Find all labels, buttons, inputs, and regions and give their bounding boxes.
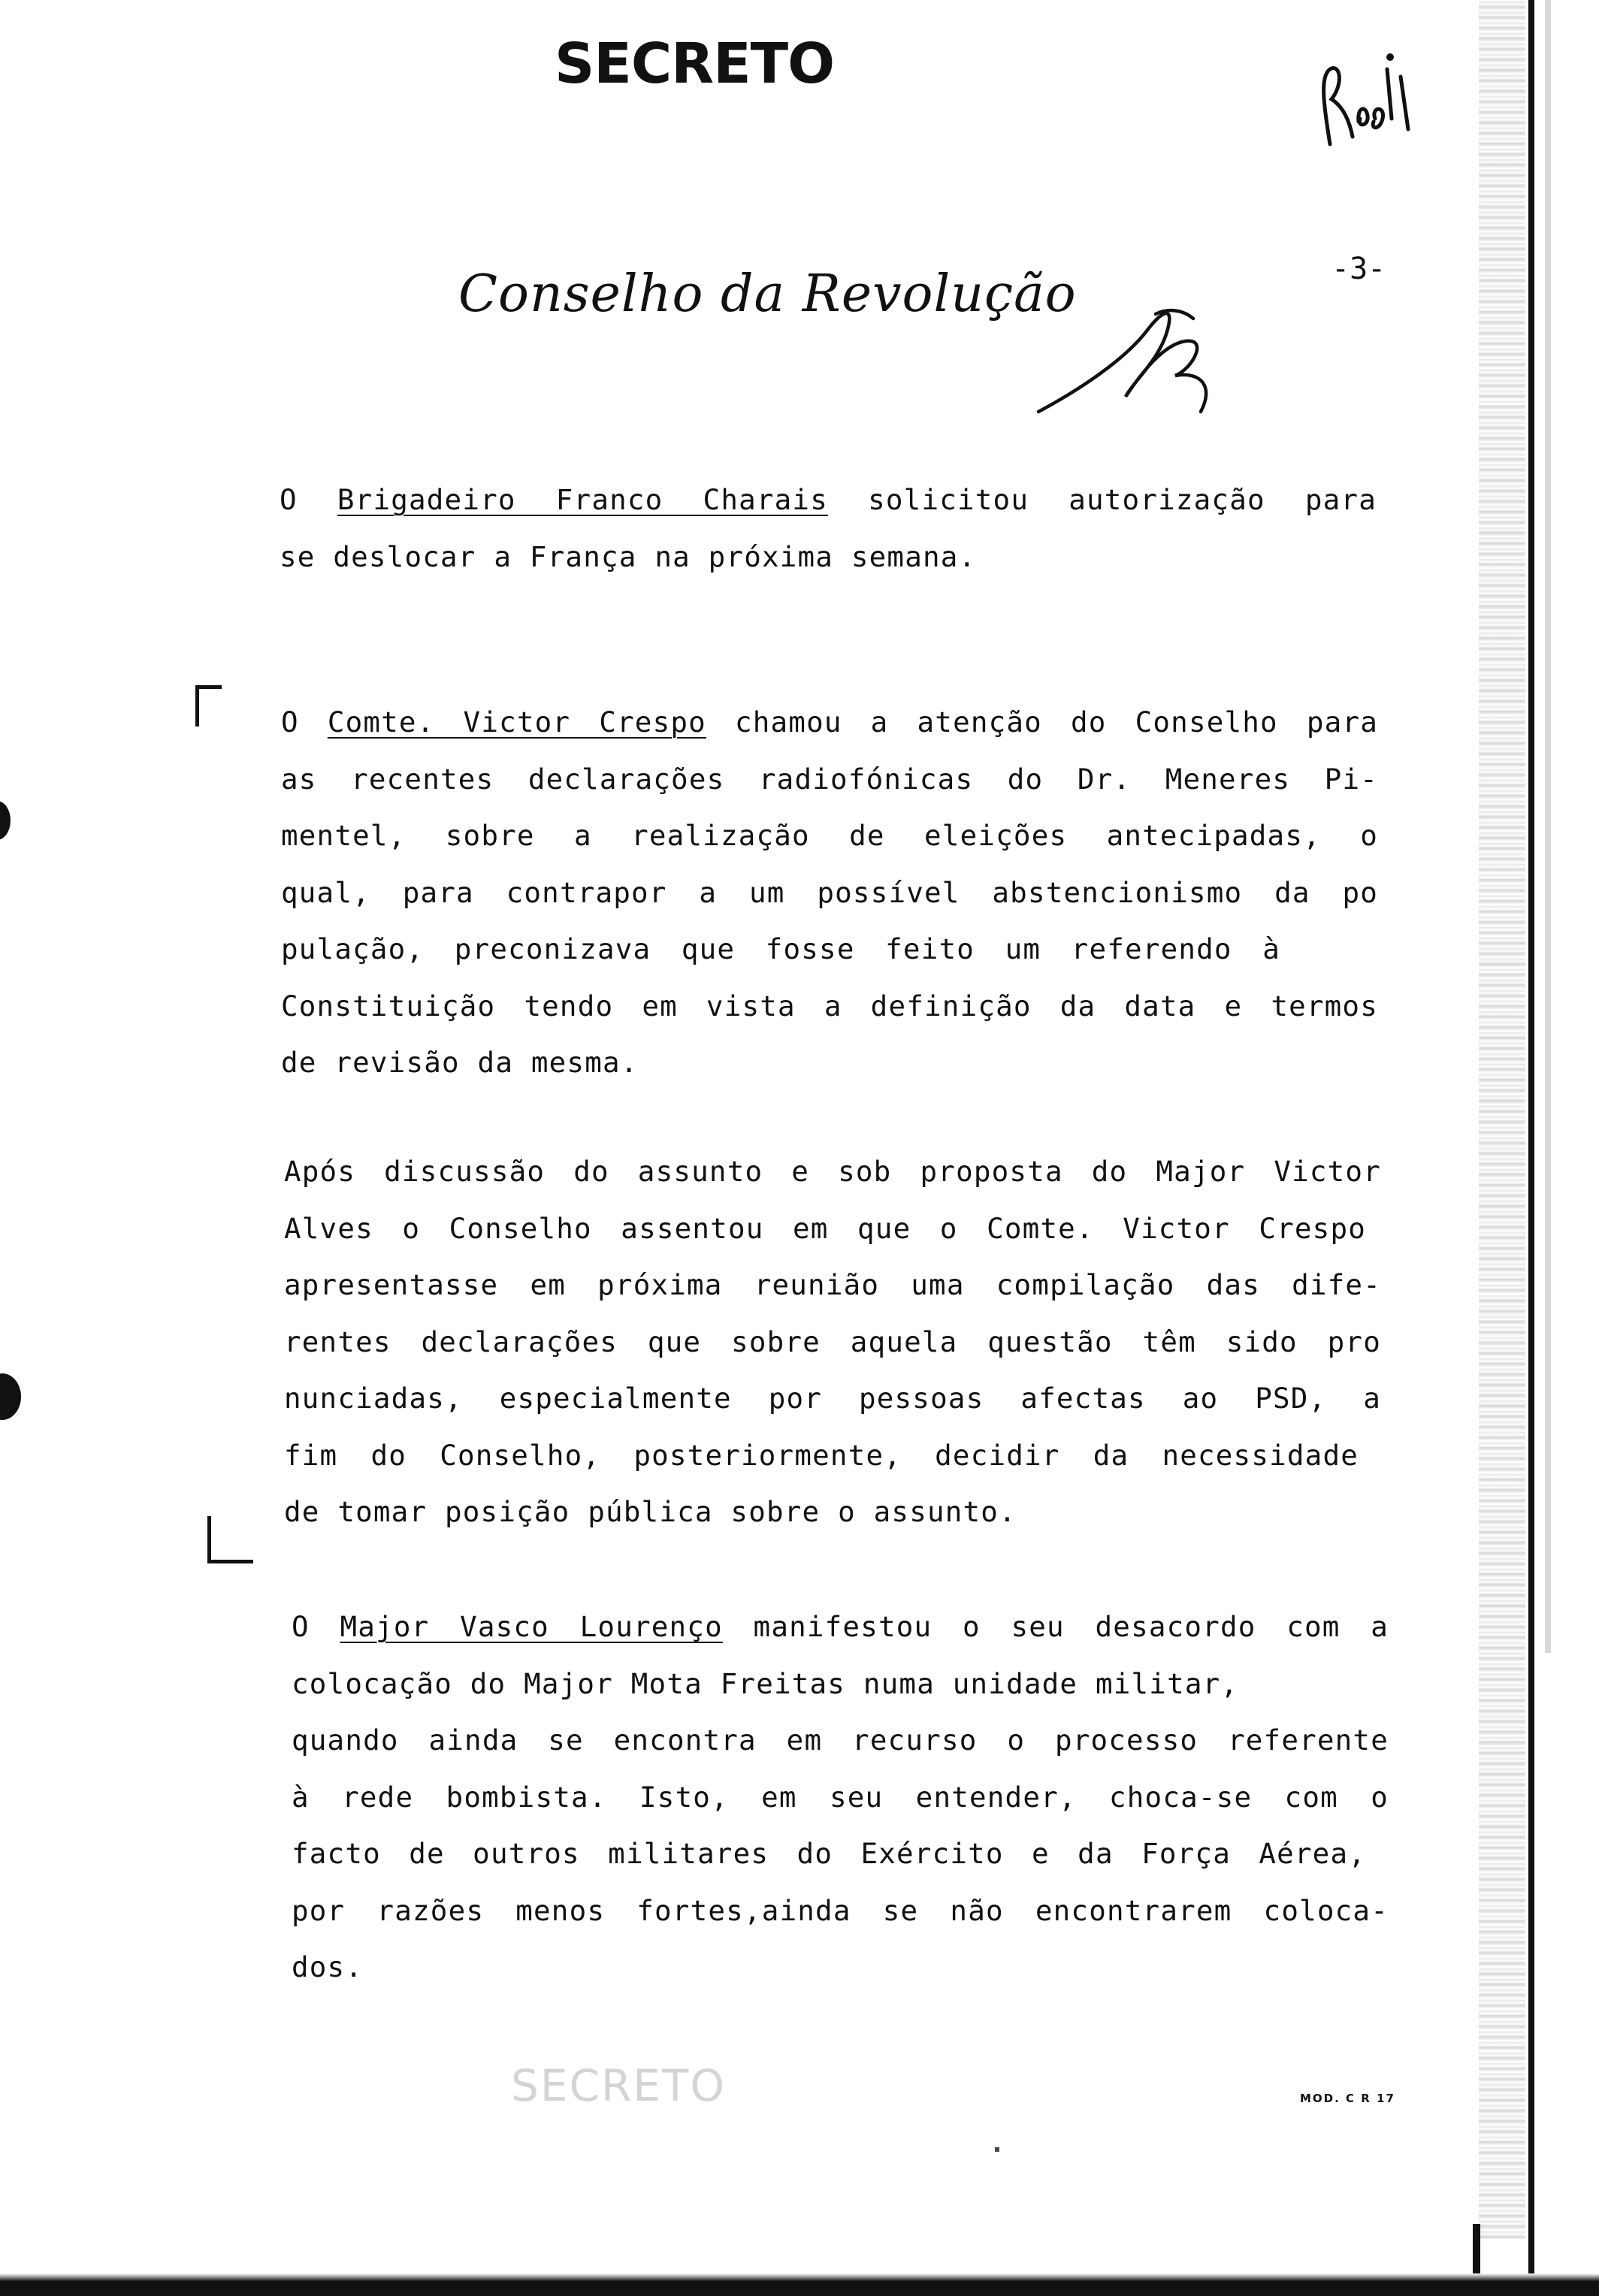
text-line: O Major Vasco Lourenço manifestou o seu desacordo com a xyxy=(292,1610,1389,1643)
text-line: por razões menos fortes,ainda se não encontrarem coloca- xyxy=(292,1893,1389,1927)
text-line: as recentes declarações radiofónicas do Dr. Meneres Pi- xyxy=(281,762,1378,796)
text-line: de revisão da mesma. xyxy=(281,1046,639,1079)
handwritten-note-drawing xyxy=(1313,47,1419,159)
underlined-name: Brigadeiro Franco Charais xyxy=(337,483,828,516)
paragraph-victor-crespo xyxy=(281,694,1378,1092)
margin-bracket-close xyxy=(207,1516,253,1563)
text-line: facto de outros militares do Exército e da Força Aérea, xyxy=(292,1837,1366,1870)
text-line: nunciadas, especialmente por pessoas afectas ao PSD, a xyxy=(284,1382,1381,1415)
text-line: O Brigadeiro Franco Charais solicitou autorização para xyxy=(280,483,1377,516)
text-line: qual, para contrapor a um possível abstencionismo da po xyxy=(281,875,1378,909)
margin-bracket-open xyxy=(195,685,222,727)
binder-hole-mark xyxy=(0,1373,21,1420)
underlined-name: Major Vasco Lourenço xyxy=(340,1610,723,1643)
paragraph-vasco-lourenco xyxy=(292,1599,1389,1996)
scan-bottom-edge xyxy=(0,2273,1599,2296)
text-line: Constituição tendo em vista a definição da data e termos xyxy=(281,989,1378,1023)
text-line: apresentasse em próxima reunião uma compilação das dife- xyxy=(284,1268,1381,1301)
text-line: pulação, preconizava que fosse feito um referendo à xyxy=(281,932,1280,965)
letterhead-title: Conselho da Revolução xyxy=(458,264,1077,324)
scan-edge-shadow xyxy=(1545,0,1551,1653)
scan-edge-noise xyxy=(1479,0,1525,2239)
text-line: à rede bombista. Isto, em seu entender, choca-se com o xyxy=(292,1780,1389,1814)
text-line: Após discussão do assunto e sob proposta do Major Victor xyxy=(284,1155,1381,1188)
text-line: Alves o Conselho assentou em que o Comte. Victor Crespo xyxy=(284,1211,1366,1245)
text-line: se deslocar a França na próxima semana. xyxy=(280,539,977,573)
text-line: quando ainda se encontra em recurso o processo referente xyxy=(292,1724,1389,1757)
signature-drawing xyxy=(1035,299,1231,430)
text-line: fim do Conselho, posteriormente, decidir da necessidade xyxy=(284,1438,1359,1472)
text-line: mentel, sobre a realização de eleições antecipadas, o xyxy=(281,819,1378,852)
text-line: O Comte. Victor Crespo chamou a atenção do Conselho para xyxy=(281,705,1378,739)
underlined-name: Comte. Victor Crespo xyxy=(327,705,706,739)
speck xyxy=(995,2147,999,2152)
signature xyxy=(1035,299,1231,434)
text-line: colocação do Major Mota Freitas numa unidade militar, xyxy=(292,1666,1239,1700)
text-line: rentes declarações que sobre aquela questão têm sido pro xyxy=(284,1325,1381,1358)
form-code: MOD. C R 17 xyxy=(1300,2092,1395,2105)
handwritten-note xyxy=(1313,47,1419,162)
paragraph-franco-charais xyxy=(280,472,1377,585)
paragraph-discussion xyxy=(284,1143,1381,1541)
text-line: dos. xyxy=(292,1950,364,1983)
classification-heading: SECRETO xyxy=(555,32,835,96)
binder-hole-mark xyxy=(0,801,11,840)
faded-stamp: SECRETO xyxy=(511,2060,726,2111)
text-line: de tomar posição pública sobre o assunto. xyxy=(284,1495,1017,1528)
scan-edge-line xyxy=(1528,0,1534,2296)
page-number: -3- xyxy=(1331,252,1386,286)
